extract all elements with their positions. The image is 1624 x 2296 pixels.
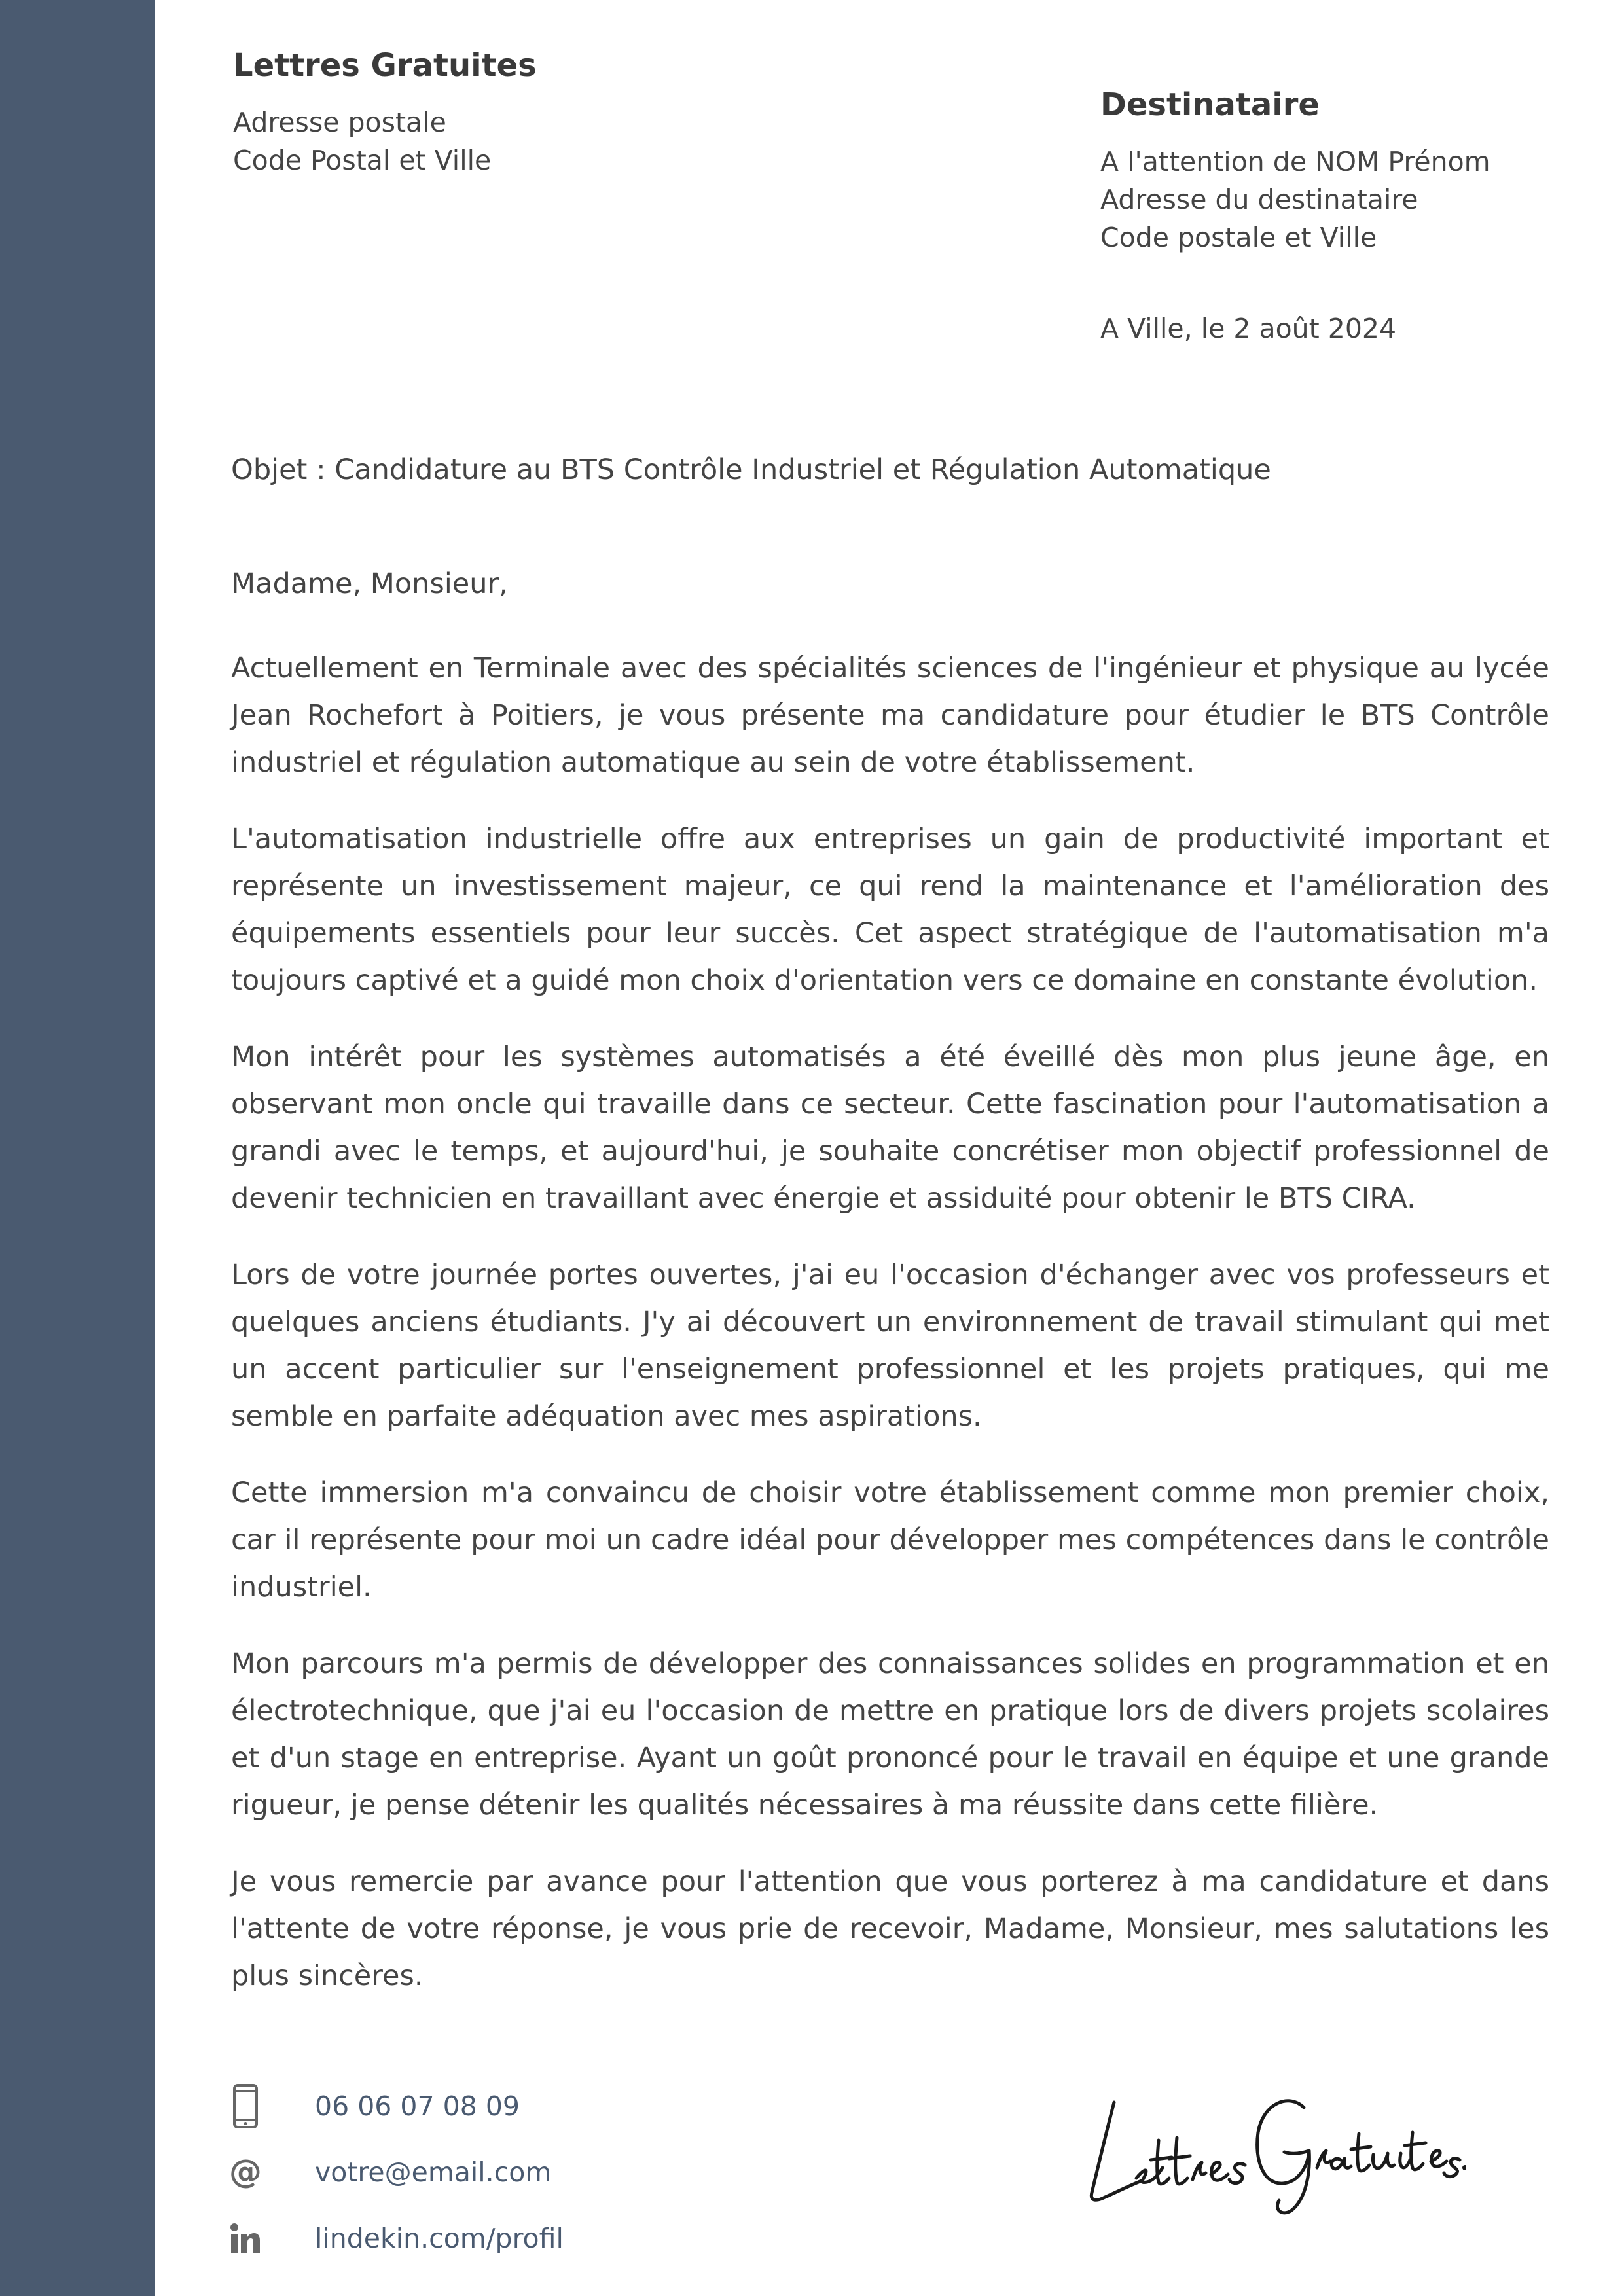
contact-email-row [228, 2149, 551, 2196]
contact-phone[interactable]: 06 06 07 08 09 [315, 2090, 520, 2122]
letter-date: A Ville, le 2 août 2024 [1100, 313, 1397, 344]
recipient-address: Adresse du destinataire [1100, 184, 1418, 215]
recipient-city: Code postale et Ville [1100, 222, 1377, 253]
at-sign-icon [228, 2149, 263, 2196]
letter-subject: Objet : Candidature au BTS Contrôle Industriel et Régulation Automatique [231, 454, 1271, 486]
body-paragraph: Actuellement en Terminale avec des spécialités sciences de l'ingénieur et physique au lycée Jean Rochefort à Poitiers, je vous présente ma candidature pour étudier le BTS Contrôle industriel et régulation automatique au sein de votre établissement. [231, 652, 1549, 779]
contact-email[interactable]: votre@email.com [315, 2157, 552, 2188]
sidebar-band [0, 0, 155, 2296]
recipient-title: Destinataire [1100, 86, 1320, 123]
body-paragraph: L'automatisation industrielle offre aux entreprises un gain de productivité important et représente un investissement majeur, ce qui rend la maintenance et l'amélioration des équipements essentiels pour leur succès. Cet aspect stratégique de l'automatisation m'a toujours captivé et a guidé mon choix d'orientation vers ce domaine en constante évolution. [231, 823, 1549, 997]
sender-city: Code Postal et Ville [233, 145, 492, 176]
body-paragraph: Je vous remercie par avance pour l'attention que vous porterez à ma candidature et dans l'attente de votre réponse, je vous prie de recevoir, Madame, Monsieur, mes salutations les plus sincères. [231, 1865, 1549, 1992]
contact-linkedin[interactable]: lindekin.com/profil [315, 2223, 564, 2254]
svg-text:@: @ [229, 2155, 262, 2189]
recipient-attention: A l'attention de NOM Prénom [1100, 146, 1490, 177]
body-paragraph: Mon parcours m'a permis de développer des connaissances solides en programmation et en électrotechnique, que j'ai eu l'occasion de mettre en pratique lors de divers projets scolaires et d'un stage en entreprise. Ayant un goût prononcé pour le travail en équipe et une grande rigueur, je pense détenir les qualités nécessaires à ma réussite dans cette filière. [231, 1647, 1549, 1821]
body-paragraph: Lors de votre journée portes ouvertes, j'ai eu l'occasion d'échanger avec vos professeurs et quelques anciens étudiants. J'y ai découvert un environnement de travail stimulant qui met un accent particulier sur l'enseignement professionnel et les projets pratiques, qui me semble en parfaite adéquation avec mes aspirations. [231, 1259, 1549, 1433]
letter-salutation: Madame, Monsieur, [231, 567, 508, 600]
letter-body [231, 645, 1549, 2029]
sender-name: Lettres Gratuites [233, 47, 537, 84]
contact-phone-row [228, 2083, 520, 2130]
body-paragraph: Mon intérêt pour les systèmes automatisés a été éveillé dès mon plus jeune âge, en observant mon oncle qui travaille dans ce secteur. Cette fascination pour l'automatisation a grandi avec le temps, et aujourd'hui, je souhaite concrétiser mon objectif professionnel de devenir technicien en travaillant avec énergie et assiduité pour obtenir le BTS CIRA. [231, 1041, 1549, 1215]
handwritten-signature [1074, 2062, 1466, 2219]
sender-address: Adresse postale [233, 107, 446, 138]
body-paragraph: Cette immersion m'a convaincu de choisir votre établissement comme mon premier choix, car il représente pour moi un cadre idéal pour développer mes compétences dans le contrôle industriel. [231, 1477, 1549, 1604]
mobile-phone-icon [228, 2083, 263, 2130]
contact-linkedin-row [228, 2215, 564, 2262]
linkedin-icon [228, 2215, 263, 2262]
